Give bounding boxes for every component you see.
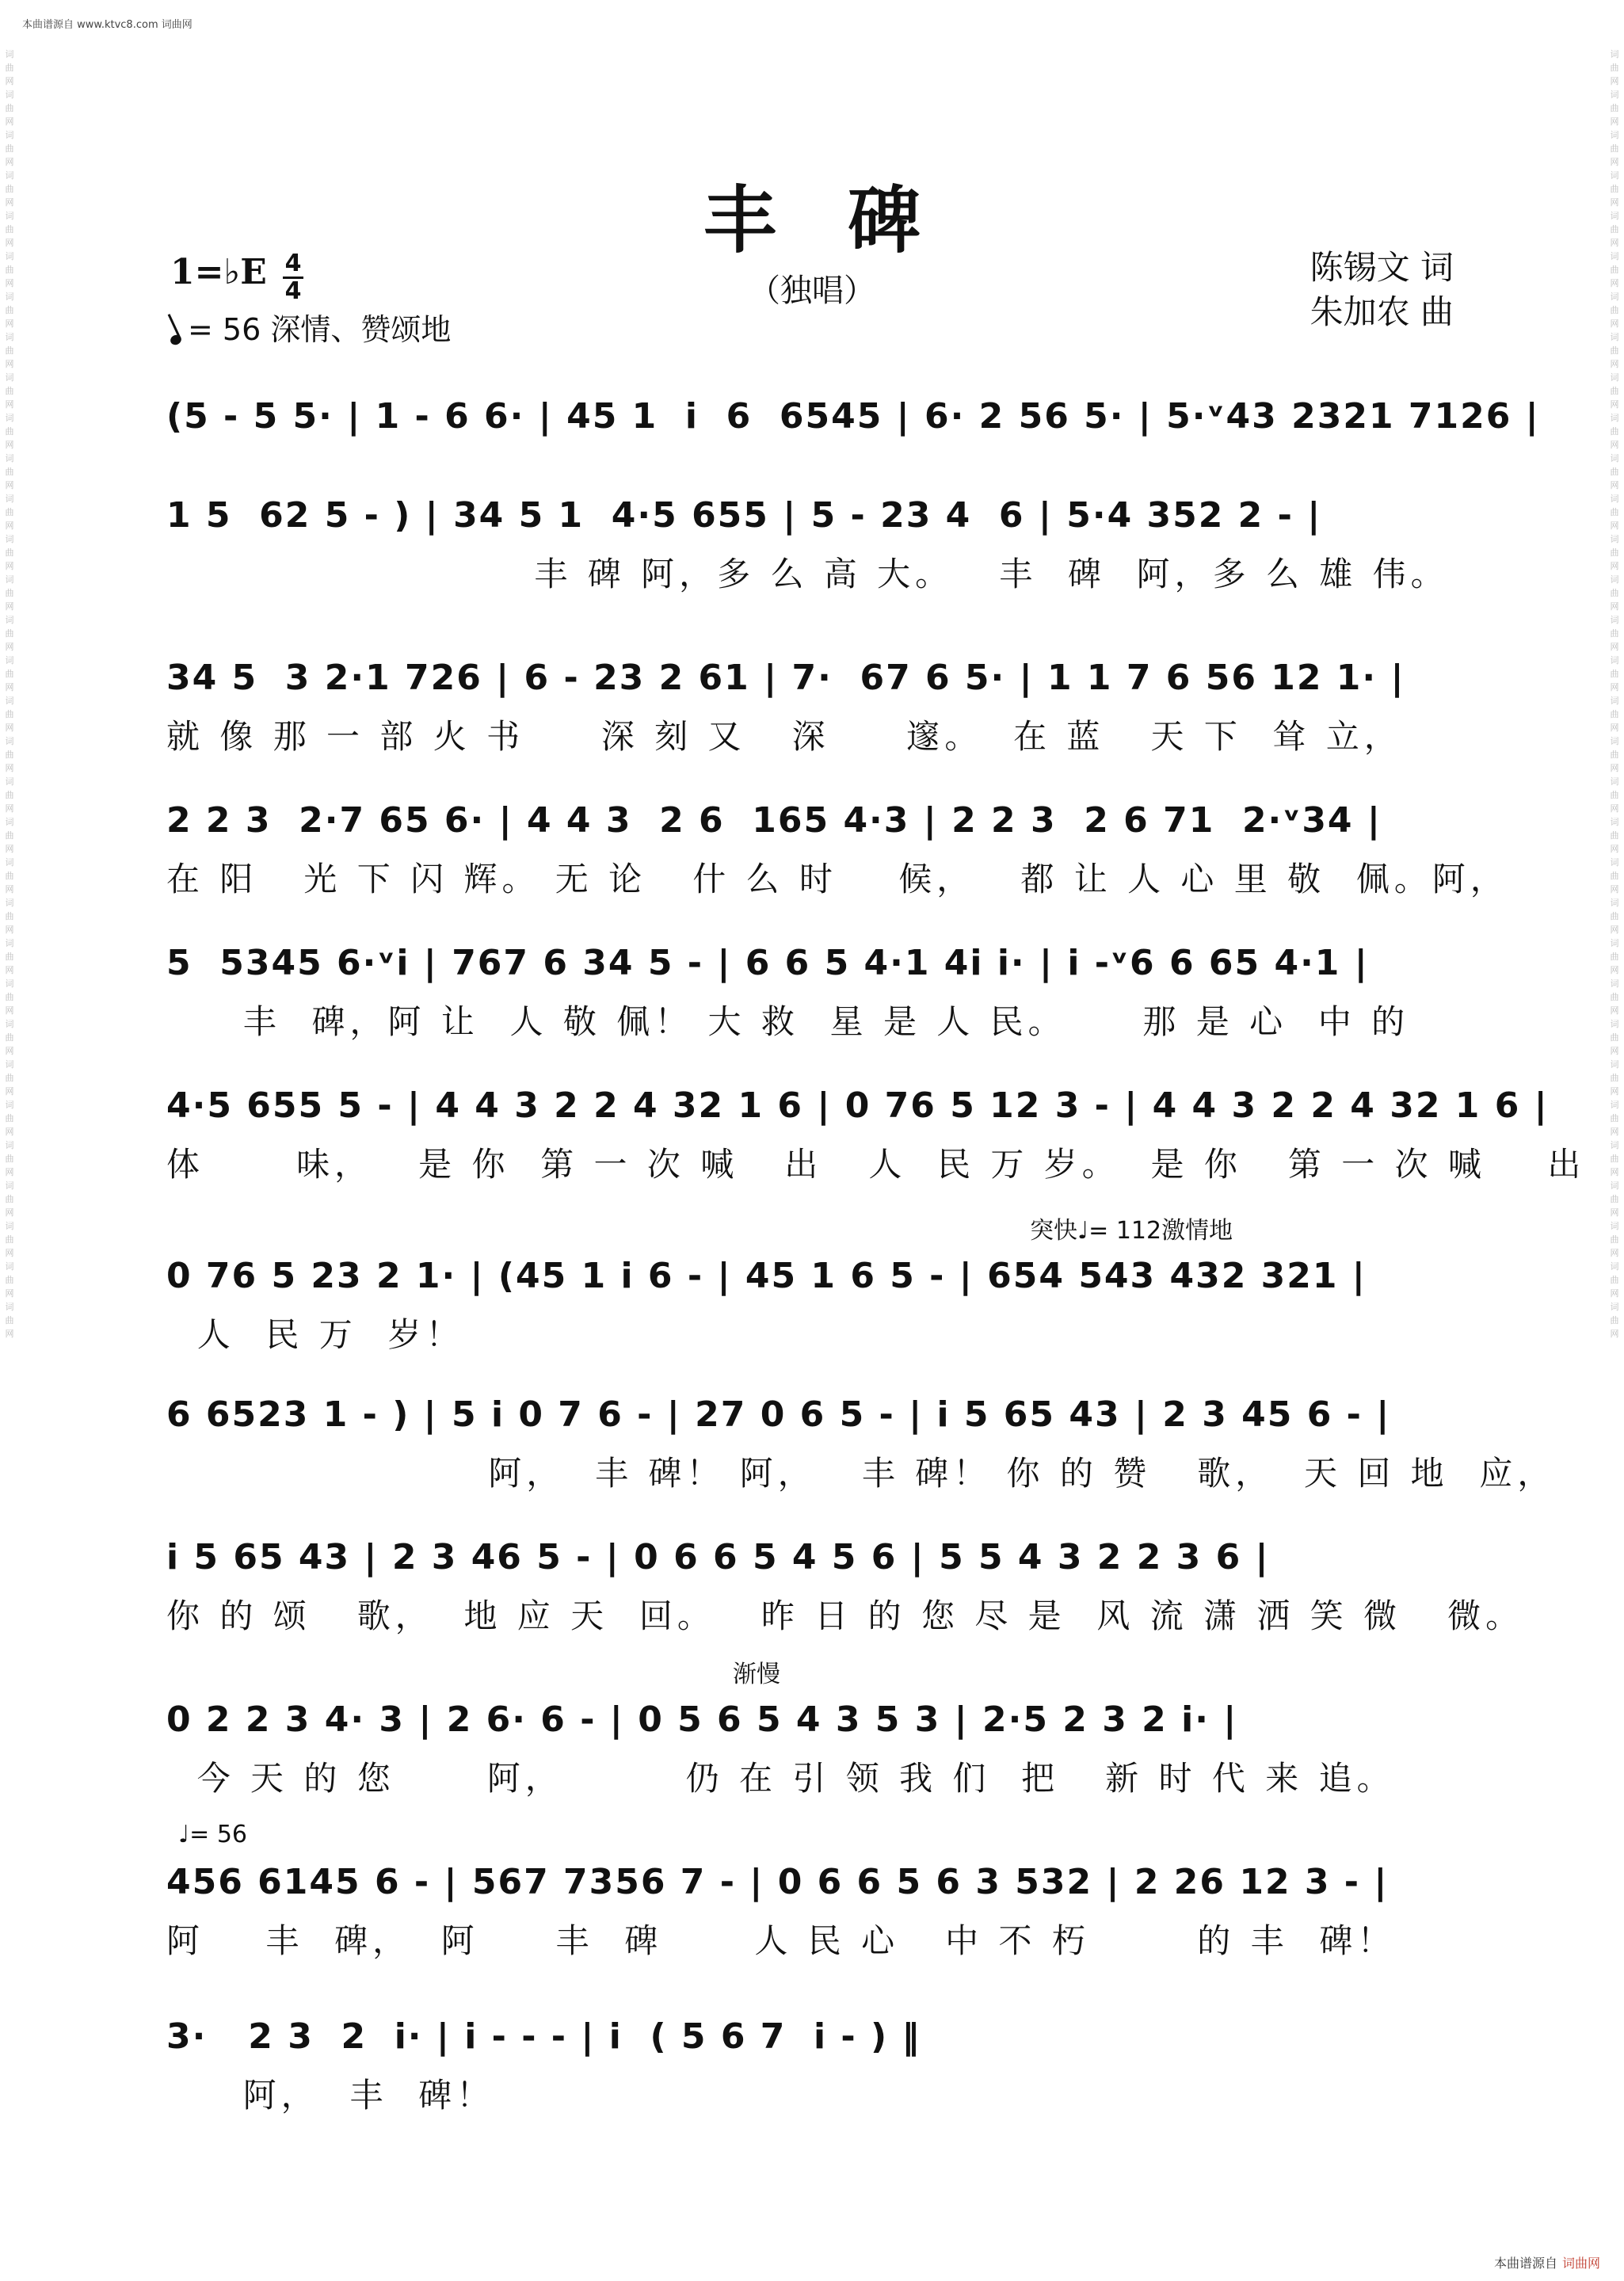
page-title: 丰碑	[703, 177, 992, 263]
lyric-line: 阿， 丰 碑！ 阿， 丰 碑！ 你 的 赞 歌， 天 回 地 应，	[166, 1454, 1556, 1493]
lyric-line: 今 天 的 您 阿， 仍 在 引 领 我 们 把 新 时 代 来 追。	[166, 1759, 1395, 1798]
lyric-line: 丰 碑，阿 让 人 敬 佩！ 大 救 星 是 人 民。 那 是 心 中 的	[166, 1002, 1410, 1041]
footer	[1494, 2253, 1600, 2271]
music-line: 5 5345 6·ᵛi | 767 6 34 5 - | 6 6 5 4·1 4i i· | i -ᵛ6 6 65 4·1 |	[166, 943, 1369, 983]
score-row	[166, 1085, 1586, 1186]
score-row	[166, 2016, 1458, 2117]
footer-prefix: 本曲谱源自	[1493, 2256, 1557, 2271]
footer-brand: 词曲网	[1561, 2256, 1600, 2271]
music-line: 6 6523 1 - ) | 5 i 0 7 6 - | 27 0 6 5 - | i 5 65 43 | 2 3 45 6 - |	[166, 1394, 1391, 1435]
lyricist: 陈锡文 词	[1309, 248, 1454, 287]
composer: 朱加农 曲	[1309, 292, 1454, 331]
score-row	[166, 1256, 1458, 1356]
score-row	[166, 396, 1540, 449]
subtitle: （独唱）	[749, 273, 875, 309]
source-note: 本曲谱源自 www.ktvc8.com 词曲网	[22, 19, 193, 31]
score-row	[166, 1394, 1556, 1495]
music-line: 2 2 3 2·7 65 6· | 4 4 3 2 6 165 4·3 | 2 2 3 2 6 71 2·ᵛ34 |	[166, 800, 1382, 841]
key-signature: 1=♭E	[170, 252, 267, 292]
quarter-note-icon	[169, 334, 183, 347]
music-line: 456 6145 6 - | 567 7356 7 - | 0 6 6 5 6 3 532 | 2 26 12 3 - |	[166, 1862, 1389, 1902]
watermark-left: 词曲网词曲网词曲网词曲网词曲网词曲网词曲网词曲网词曲网词曲网词曲网词曲网词曲网词曲网词曲网词曲网词曲网词曲网词曲网词曲网词曲网词曲网词曲网词曲网词曲网词曲网词曲网词曲网词曲网词曲网词曲网词曲网	[5, 49, 14, 1339]
score-row	[166, 495, 1458, 596]
music-line: 1 5 62 5 - ) | 34 5 1 4·5 655 | 5 - 23 4 6 | 5·4 352 2 - |	[166, 495, 1322, 536]
time-bottom: 4	[284, 277, 302, 305]
score-row	[166, 1699, 1458, 1800]
watermark-right: 词曲网词曲网词曲网词曲网词曲网词曲网词曲网词曲网词曲网词曲网词曲网词曲网词曲网词曲网词曲网词曲网词曲网词曲网词曲网词曲网词曲网词曲网词曲网词曲网词曲网词曲网词曲网词曲网词曲网词曲网词曲网词曲网	[1610, 49, 1619, 1339]
music-line: i 5 65 43 | 2 3 46 5 - | 0 6 6 5 4 5 6 | 5 5 4 3 2 2 3 6 |	[166, 1537, 1270, 1577]
lyric-line: 就 像 那 一 部 火 书 深 刻 又 深 邃。 在 蓝 天 下 耸 立，	[166, 717, 1402, 756]
score-row	[166, 800, 1508, 901]
marking-fast: 突快♩= 112激情地	[1030, 1217, 1233, 1245]
score-row	[166, 943, 1458, 1043]
lyric-line: 丰 碑 阿，多 么 高 大。 丰 碑 阿，多 么 雄 伟。	[166, 555, 1449, 593]
music-line: 34 5 3 2·1 726 | 6 - 23 2 61 | 7· 67 6 5· | 1 1 7 6 56 12 1· |	[166, 658, 1405, 698]
score-row	[166, 1862, 1458, 1962]
lyric-line: 在 阳 光 下 闪 辉。 无 论 什 么 时 候， 都 让 人 心 里 敬 佩。阿，	[166, 860, 1508, 898]
lyric-line: 阿 丰 碑， 阿 丰 碑 人 民 心 中 不 朽 的 丰 碑！	[166, 1921, 1396, 1960]
lyric-line: 人 民 万 岁！	[166, 1315, 464, 1354]
music-line: 4·5 655 5 - | 4 4 3 2 2 4 32 1 6 | 0 76 5 12 3 - | 4 4 3 2 2 4 32 1 6 |	[166, 1085, 1549, 1126]
music-line: 0 2 2 3 4· 3 | 2 6· 6 - | 0 5 6 5 4 3 5 3 | 2·5 2 3 2 i· |	[166, 1699, 1238, 1740]
lyric-line: 你 的 颂 歌， 地 应 天 回。 昨 日 的 您 尽 是 风 流 潇 洒 笑 微 微。	[166, 1596, 1524, 1635]
marking-slowing: 渐慢	[733, 1661, 780, 1688]
lyric-line: 体 味， 是 你 第 一 次 喊 出 人 民 万 岁。 是 你 第 一 次 喊 出	[166, 1145, 1586, 1184]
marking-tempo-back: ♩= 56	[178, 1821, 247, 1848]
credits	[1310, 246, 1454, 334]
music-line: 0 76 5 23 2 1· | (45 1 i 6 - | 45 1 6 5 - | 654 543 432 321 |	[166, 1256, 1367, 1296]
time-top: 4	[284, 250, 302, 277]
lyric-line: 阿， 丰 碑！	[166, 2076, 495, 2115]
time-signature	[283, 252, 303, 303]
score-row	[166, 1537, 1524, 1638]
music-line: 3· 2 3 2 i· | i - - - | i ( 5 6 7 i - ) ‖	[166, 2016, 921, 2057]
tempo-marking	[170, 305, 451, 349]
tempo-text: = 56 深情、赞颂地	[188, 312, 452, 347]
music-line: (5 - 5 5· | 1 - 6 6· | 45 1 i 6 6545 | 6· 2 56 5· | 5·ᵛ43 2321 7126 |	[166, 396, 1540, 437]
score-row	[166, 658, 1458, 758]
